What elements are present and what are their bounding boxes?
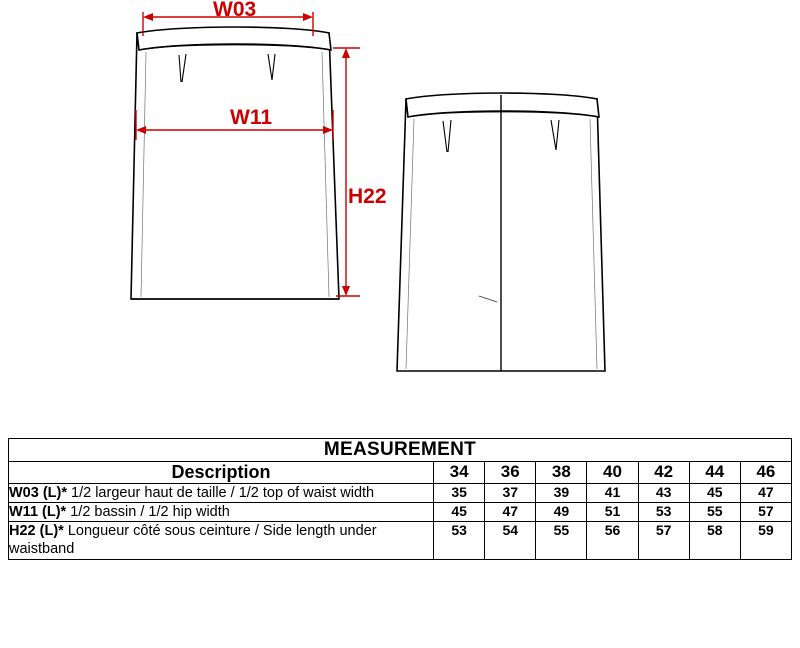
row-code-w03: W03 (L)* (9, 485, 67, 501)
measurement-title: MEASUREMENT (9, 439, 792, 462)
value-h22-36: 54 (485, 522, 536, 559)
value-w11-34: 45 (434, 503, 485, 522)
dimension-label-w03: W03 (213, 0, 257, 21)
value-w03-36: 37 (485, 484, 536, 503)
value-w03-34: 35 (434, 484, 485, 503)
value-w11-36: 47 (485, 503, 536, 522)
row-text-h22: Longueur côté sous ceinture / Side length under waistband (9, 523, 377, 558)
table-title-row (9, 439, 792, 462)
value-w11-44: 55 (689, 503, 740, 522)
back-view-skirt (397, 93, 605, 371)
size-header-34: 34 (434, 462, 485, 484)
dimension-h22 (333, 48, 387, 296)
size-header-46: 46 (740, 462, 791, 484)
row-description-h22 (9, 522, 434, 559)
size-header-40: 40 (587, 462, 638, 484)
value-w03-40: 41 (587, 484, 638, 503)
value-h22-40: 56 (587, 522, 638, 559)
table-row (9, 484, 792, 503)
value-h22-42: 57 (638, 522, 689, 559)
dimension-label-h22: H22 (348, 185, 387, 208)
row-code-h22: H22 (L)* (9, 523, 64, 540)
measurement-table-wrap (8, 438, 792, 560)
value-w03-38: 39 (536, 484, 587, 503)
front-view-skirt (131, 27, 339, 299)
measurement-table (8, 438, 792, 560)
value-h22-46: 59 (740, 522, 791, 559)
value-h22-38: 55 (536, 522, 587, 559)
row-text-w03: 1/2 largeur haut de taille / 1/2 top of waist width (67, 485, 375, 501)
table-header-row (9, 462, 792, 484)
size-header-42: 42 (638, 462, 689, 484)
value-w11-46: 57 (740, 503, 791, 522)
dimension-label-w11: W11 (230, 106, 273, 129)
value-w11-38: 49 (536, 503, 587, 522)
row-code-w11: W11 (L)* (9, 504, 67, 521)
value-w03-42: 43 (638, 484, 689, 503)
row-description-w11 (9, 503, 434, 522)
table-row (9, 522, 792, 559)
table-row (9, 503, 792, 522)
size-header-36: 36 (485, 462, 536, 484)
row-text-w11: 1/2 bassin / 1/2 hip width (66, 504, 230, 521)
description-header: Description (9, 462, 434, 484)
size-header-44: 44 (689, 462, 740, 484)
row-description-w03 (9, 484, 434, 503)
value-w11-42: 53 (638, 503, 689, 522)
value-h22-34: 53 (434, 522, 485, 559)
value-w11-40: 51 (587, 503, 638, 522)
value-w03-46: 47 (740, 484, 791, 503)
value-h22-44: 58 (689, 522, 740, 559)
size-header-38: 38 (536, 462, 587, 484)
value-w03-44: 45 (689, 484, 740, 503)
